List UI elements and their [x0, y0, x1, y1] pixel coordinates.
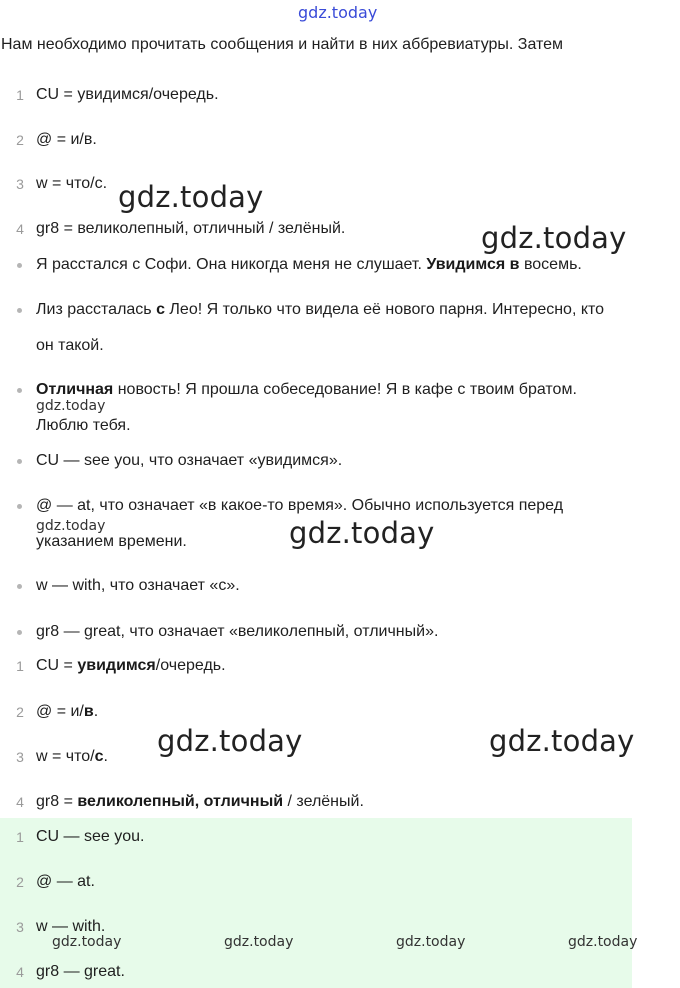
watermark: gdz.today — [224, 934, 294, 950]
watermark: gdz.today — [36, 398, 106, 414]
intro-text: Нам необходимо прочитать сообщения и найти в них аббревиатуры. Затем — [1, 36, 564, 53]
watermark: gdz.today — [396, 934, 466, 950]
bullet-dot — [17, 584, 22, 589]
watermark: gdz.today — [568, 934, 638, 950]
watermark: gdz.today — [481, 221, 627, 255]
watermark: gdz.today — [489, 724, 635, 758]
bullet-dot — [17, 308, 22, 313]
site-watermark: gdz.today — [298, 3, 378, 22]
watermark: gdz.today — [118, 180, 264, 214]
bullet-dot — [17, 459, 22, 464]
watermark: gdz.today — [36, 518, 106, 534]
watermark: gdz.today — [289, 516, 435, 550]
watermark: gdz.today — [52, 934, 122, 950]
bullet-dot — [17, 263, 22, 268]
watermark: gdz.today — [157, 724, 303, 758]
bullet-dot — [17, 630, 22, 635]
bullet-dot — [17, 388, 22, 393]
bullet-dot — [17, 504, 22, 509]
